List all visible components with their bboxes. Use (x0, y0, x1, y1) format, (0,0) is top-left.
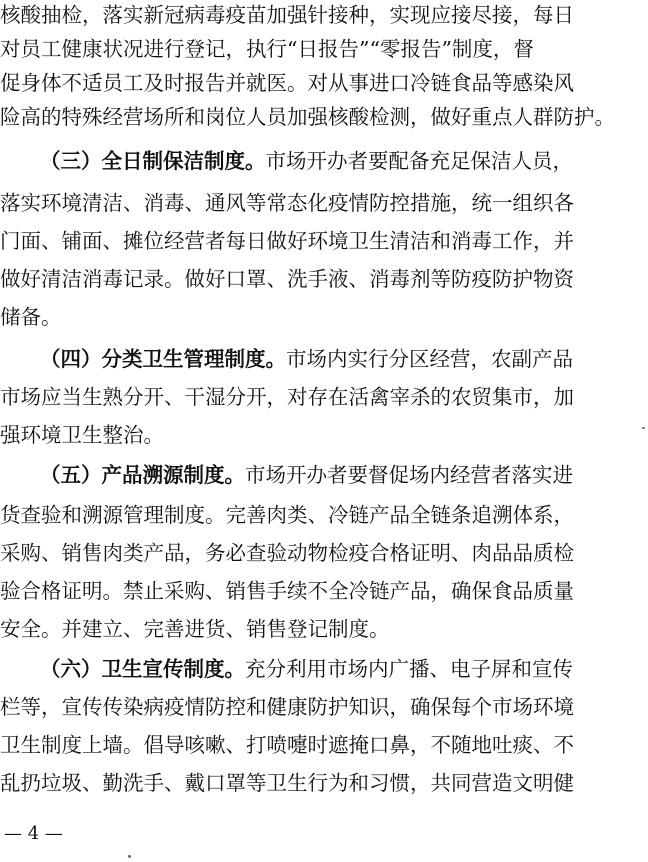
paragraph-3-first-line (0, 146, 640, 176)
text-line-11: 市场应当生熟分开、干湿分开，对存在活禽宰杀的农贸集市，加 (0, 385, 574, 409)
text-line-9: 储备。 (0, 305, 62, 329)
text-line-20: 卫生制度上墙。倡导咳嗽、打喷嚏时遮掩口鼻，不随地吐痰、不 (0, 733, 574, 757)
text-line-16: 验合格证明。禁止采购、销售手续不全冷链产品，确保食品质量 (0, 579, 574, 603)
text-line-4: 险高的特殊经营场所和岗位人员加强核酸检测，做好重点人群防护。 (0, 105, 615, 129)
text-line-8: 做好清洁消毒记录。做好口罩、洗手液、消毒剂等防疫防护物资 (0, 267, 574, 291)
scan-speck (128, 855, 131, 858)
text-line-12: 强环境卫生整治。 (0, 423, 164, 447)
paragraph-5-heading: （五）产品溯源制度。 (40, 463, 245, 487)
paragraph-4-text: 市场内实行分区经营，农副产品 (286, 347, 573, 371)
paragraph-3-heading: （三）全日制保洁制度。 (40, 149, 266, 173)
text-line-14: 货查验和溯源管理制度。完善肉类、冷链产品全链条追溯体系， (0, 503, 574, 527)
text-line-19: 栏等，宣传传染病疫情防控和健康防护知识，确保每个市场环境 (0, 695, 574, 719)
paragraph-6-first-line (0, 654, 640, 684)
text-line-3: 促身体不适员工及时报告并就医。对从事进口冷链食品等感染风 (0, 71, 574, 95)
paragraph-6-heading: （六）卫生宣传制度。 (40, 657, 245, 681)
text-line-2: 对员工健康状况进行登记，执行“日报告”“零报告”制度，督 (0, 37, 534, 61)
paragraph-5-text: 市场开办者要督促场内经营者落实进 (245, 463, 573, 487)
text-line-6: 落实环境清洁、消毒、通风等常态化疫情防控措施，统一组织各 (0, 191, 574, 215)
paragraph-3-text: 市场开办者要配备充足保洁人员， (265, 149, 573, 173)
text-line-21: 乱扔垃圾、勤洗手、戴口罩等卫生行为和习惯，共同营造文明健 (0, 771, 574, 795)
paragraph-4-heading: （四）分类卫生管理制度。 (40, 347, 286, 371)
paragraph-4-first-line (0, 344, 640, 374)
paragraph-6-text: 充分利用市场内广播、电子屏和宣传 (245, 657, 573, 681)
scan-speck (642, 427, 645, 429)
text-line-15: 采购、销售肉类产品，务必查验动物检疫合格证明、肉品品质检 (0, 541, 574, 565)
text-line-7: 门面、铺面、摊位经营者每日做好环境卫生清洁和消毒工作，并 (0, 229, 574, 253)
text-line-1: 核酸抽检，落实新冠病毒疫苗加强针接种，实现应接尽接，每日 (0, 3, 574, 27)
paragraph-5-first-line (0, 460, 640, 490)
text-line-17: 安全。并建立、完善进货、销售登记制度。 (0, 617, 390, 641)
page-number: — 4 — (4, 823, 63, 844)
